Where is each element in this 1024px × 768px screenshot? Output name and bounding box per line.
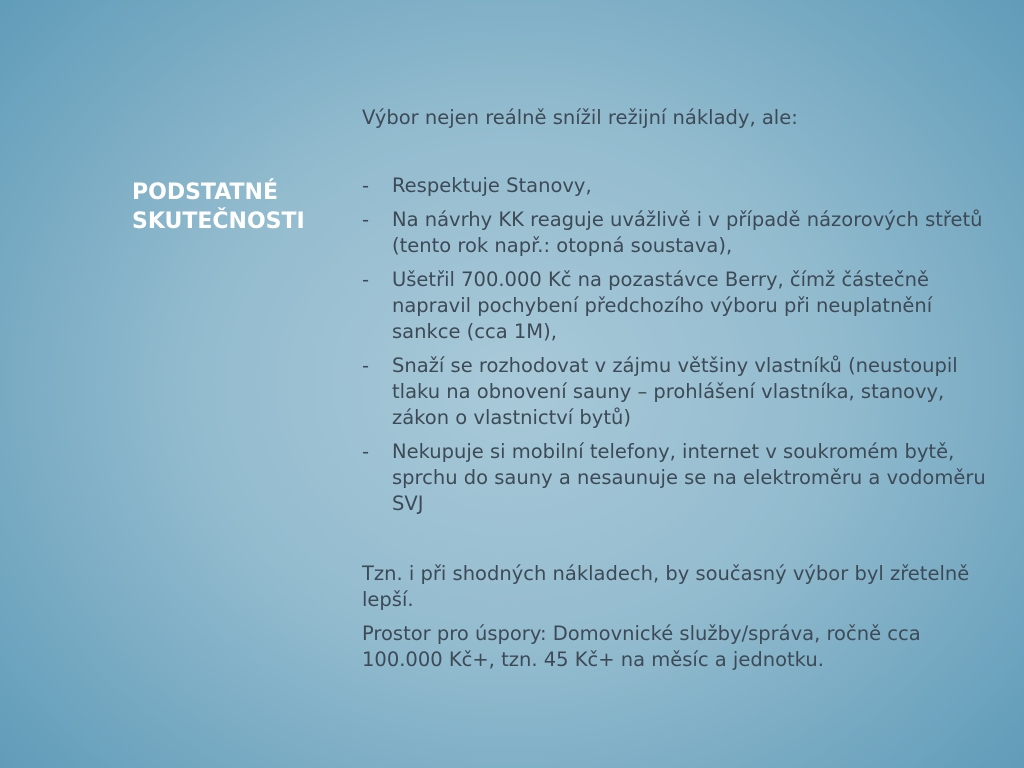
bullet-marker: -: [362, 268, 370, 291]
bullet-item: [362, 353, 987, 431]
savings-text: Prostor pro úspory: Domovnické služby/správa, ročně cca 100.000 Kč+, tzn. 45 Kč+ na měsíc a jednotku.: [362, 622, 921, 671]
bullet-item: [362, 173, 987, 199]
bullet-marker: -: [362, 440, 370, 463]
bullet-text: Respektuje Stanovy,: [392, 174, 592, 197]
bullet-text: Na návrhy KK reaguje uvážlivě i v případě názorových střetů (tento rok např.: otopná soustava),: [392, 208, 983, 257]
bullet-marker: -: [362, 208, 370, 231]
intro-text: Výbor nejen reálně snížil režijní náklady, ale:: [362, 106, 798, 129]
summary-text: Tzn. i při shodných nákladech, by současný výbor byl zřetelně lepší.: [362, 562, 970, 611]
bullet-item: [362, 439, 987, 517]
bullet-item: [362, 267, 987, 345]
bullet-item: [362, 207, 987, 259]
bullet-marker: -: [362, 174, 370, 197]
bullet-list: [362, 173, 987, 517]
bullet-marker: -: [362, 354, 370, 377]
slide-content: [362, 105, 987, 673]
bullet-text: Snaží se rozhodovat v zájmu většiny vlastníků (neustoupil tlaku na obnovení sauny – prohlášení vlastníka, stanovy, zákon o vlastnictví bytů): [392, 354, 958, 429]
bullet-text: Nekupuje si mobilní telefony, internet v soukromém bytě, sprchu do sauny a nesaunuje se na elektroměru a vodoměru SVJ: [392, 440, 986, 515]
bullet-text: Ušetřil 700.000 Kč na pozastávce Berry, čímž částečně napravil pochybení předchozího výboru při neuplatnění sankce (cca 1M),: [392, 268, 933, 343]
slide-title: PODSTATNÉ SKUTEČNOSTI: [132, 180, 305, 234]
